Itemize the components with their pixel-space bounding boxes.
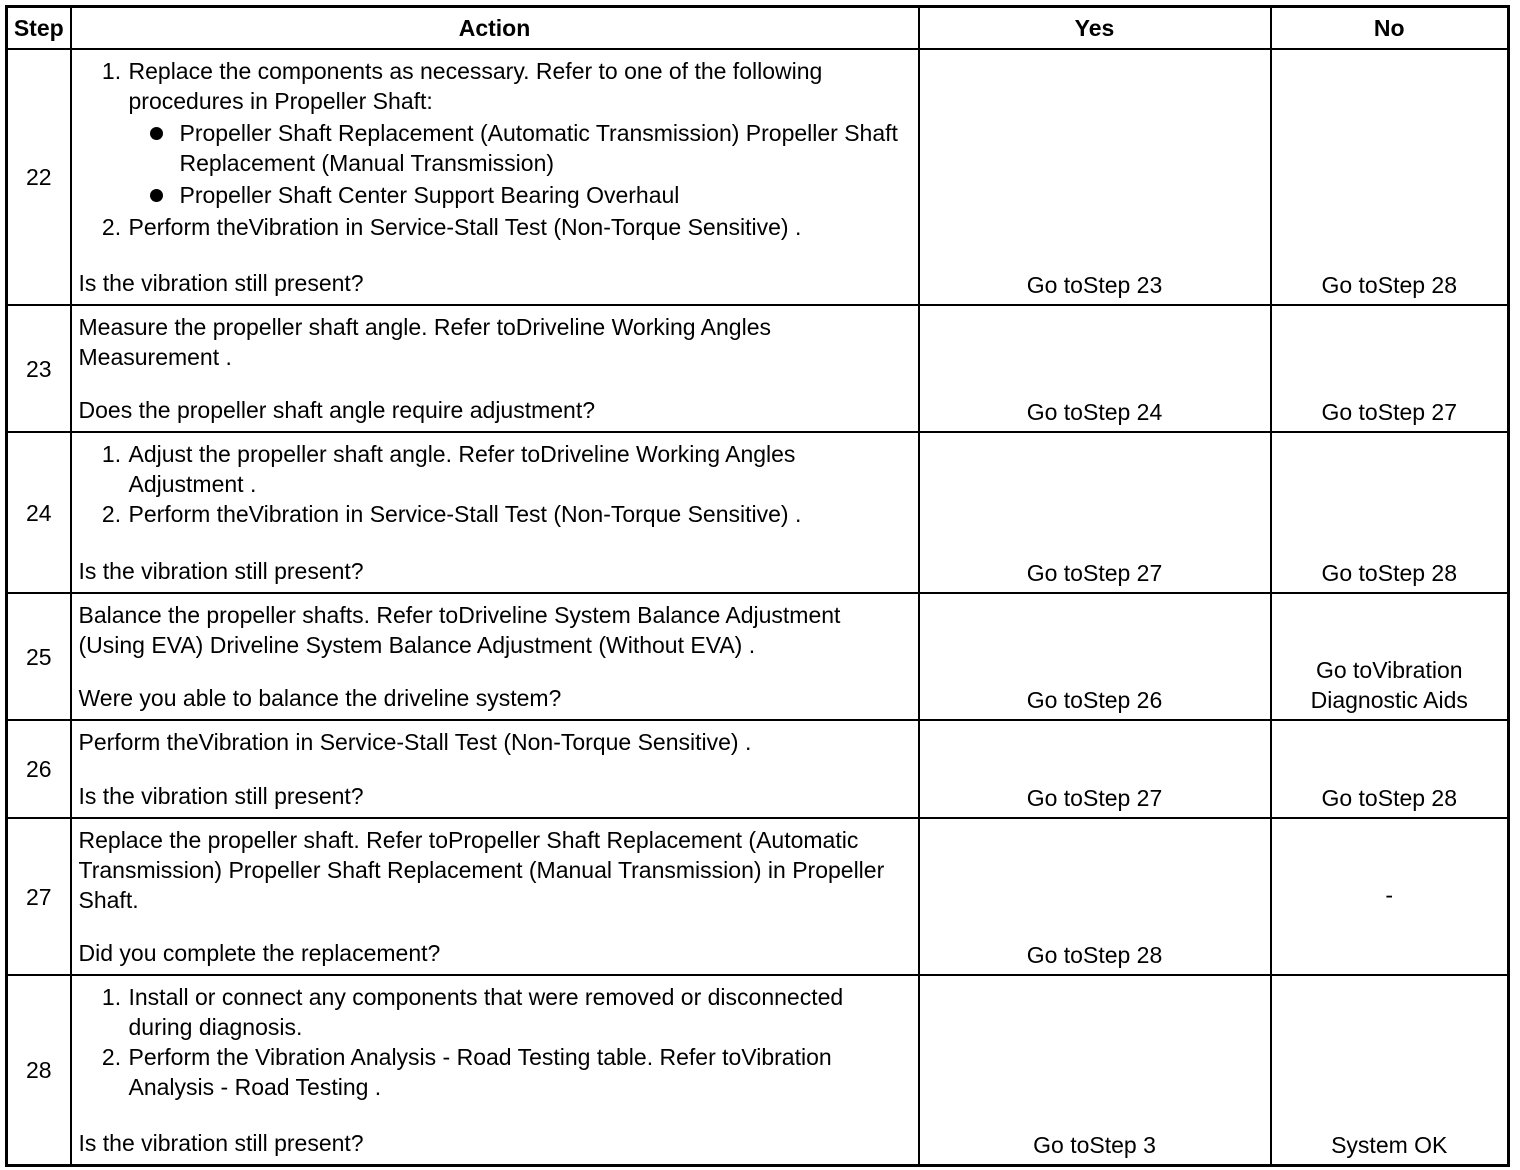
list-item: 2. Perform theVibration in Service-Stall Test (Non-Torque Sensitive) . — [128, 499, 910, 529]
action-text: Replace the propeller shaft. Refer toPropeller Shaft Replacement (Automatic Transmission) Propeller Shaft Replacement (Manual Transmission) in Propeller Shaft. — [78, 827, 885, 913]
question-text: Is the vibration still present? — [78, 558, 364, 584]
action-text: Balance the propeller shafts. Refer toDriveline System Balance Adjustment (Using EVA) Driveline System Balance Adjustment (Without EVA) . — [78, 602, 841, 658]
header-no: No — [1271, 7, 1509, 50]
question-text: Did you complete the replacement? — [78, 940, 441, 966]
list-item: 2. Perform the Vibration Analysis - Road Testing table. Refer toVibration Analysis - Road Testing . — [128, 1042, 910, 1102]
table-row — [7, 49, 1509, 305]
header-step: Step — [7, 7, 71, 50]
yes-result[interactable]: Go toStep 3 — [919, 975, 1271, 1165]
question-text: Is the vibration still present? — [78, 1130, 364, 1156]
action-text: Measure the propeller shaft angle. Refer toDriveline Working Angles Measurement . — [78, 314, 771, 370]
list-item-text: Replace the components as necessary. Refer to one of the following procedures in Propeller Shaft: — [128, 58, 823, 114]
action-text: Perform theVibration in Service-Stall Test (Non-Torque Sensitive) . — [78, 729, 752, 755]
step-number: 23 — [7, 305, 71, 432]
action-steps-list — [79, 56, 910, 242]
no-result: System OK — [1271, 975, 1509, 1165]
diagnostic-table — [5, 5, 1510, 1167]
question-text: Were you able to balance the driveline system? — [78, 685, 562, 711]
step-number: 28 — [7, 975, 71, 1165]
action-steps-list — [79, 439, 910, 529]
list-item — [128, 56, 910, 210]
no-result[interactable]: Go toStep 28 — [1271, 432, 1509, 593]
no-result: - — [1271, 818, 1509, 975]
question-text: Is the vibration still present? — [78, 270, 364, 296]
table-row — [7, 593, 1509, 720]
action-cell — [71, 49, 919, 305]
list-item: 1. Install or connect any components that were removed or disconnected during diagnosis. — [128, 982, 910, 1042]
yes-result[interactable]: Go toStep 27 — [919, 432, 1271, 593]
yes-result[interactable]: Go toStep 24 — [919, 305, 1271, 432]
no-result-line: Diagnostic Aids — [1310, 687, 1468, 713]
step-number: 22 — [7, 49, 71, 305]
yes-result[interactable]: Go toStep 27 — [919, 720, 1271, 818]
table-row — [7, 818, 1509, 975]
action-cell — [71, 975, 919, 1165]
action-cell — [71, 432, 919, 593]
action-cell — [71, 593, 919, 720]
action-cell — [71, 305, 919, 432]
table-row — [7, 720, 1509, 818]
no-result-line: Go toVibration — [1315, 657, 1463, 683]
action-steps-list — [79, 982, 910, 1102]
procedure-list — [129, 118, 910, 210]
no-result[interactable] — [1271, 593, 1509, 720]
no-result[interactable]: Go toStep 28 — [1271, 49, 1509, 305]
question-text: Does the propeller shaft angle require adjustment? — [78, 397, 596, 423]
step-number: 25 — [7, 593, 71, 720]
procedure-link[interactable]: Propeller Shaft Replacement (Automatic Transmission) Propeller Shaft Replacement (Manual Transmission) — [180, 118, 910, 178]
table-row — [7, 432, 1509, 593]
yes-result[interactable]: Go toStep 26 — [919, 593, 1271, 720]
table-header-row — [7, 7, 1509, 50]
step-number: 24 — [7, 432, 71, 593]
table-row — [7, 975, 1509, 1165]
list-item: 2. Perform theVibration in Service-Stall Test (Non-Torque Sensitive) . — [128, 212, 910, 242]
action-cell — [71, 720, 919, 818]
yes-result[interactable]: Go toStep 28 — [919, 818, 1271, 975]
no-result[interactable]: Go toStep 28 — [1271, 720, 1509, 818]
header-yes: Yes — [919, 7, 1271, 50]
question-text: Is the vibration still present? — [78, 783, 364, 809]
no-result[interactable]: Go toStep 27 — [1271, 305, 1509, 432]
step-number: 26 — [7, 720, 71, 818]
action-cell — [71, 818, 919, 975]
table-row — [7, 305, 1509, 432]
list-item: 1. Adjust the propeller shaft angle. Refer toDriveline Working Angles Adjustment . — [128, 439, 910, 499]
procedure-link[interactable]: Propeller Shaft Center Support Bearing Overhaul — [180, 180, 910, 210]
header-action: Action — [71, 7, 919, 50]
yes-result[interactable]: Go toStep 23 — [919, 49, 1271, 305]
step-number: 27 — [7, 818, 71, 975]
